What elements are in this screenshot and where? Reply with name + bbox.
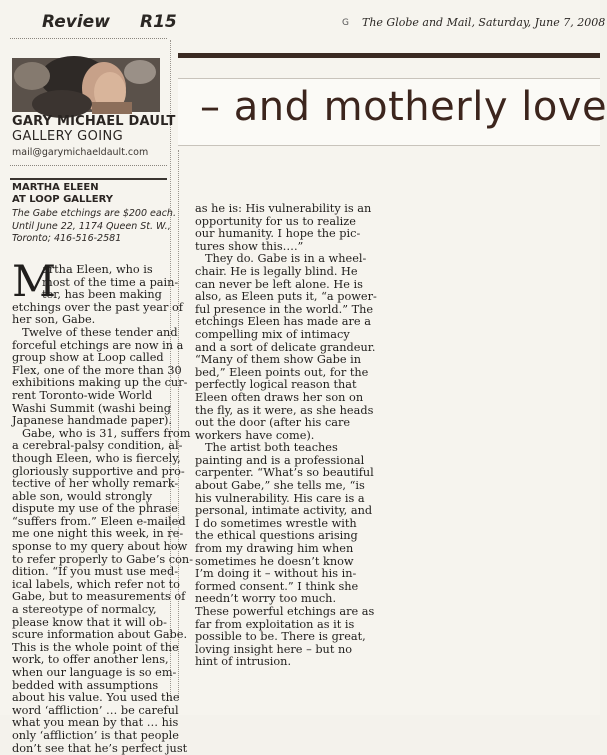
- article-line: painting and is a professional: [195, 453, 365, 467]
- article-line: as he is: His vulnerability is an: [195, 202, 372, 215]
- article-line: please know that it will ob-: [12, 615, 167, 629]
- article-line: his vulnerability. His care is a: [195, 491, 365, 505]
- globe-logo-icon: G: [342, 18, 349, 28]
- article-line: bedded with assumptions: [12, 678, 159, 692]
- article-line: me one night this week, in re-: [12, 527, 184, 541]
- article-line: ful presence in the world.” The: [195, 302, 374, 316]
- article-line: etchings over the past year of: [12, 300, 183, 314]
- review-title: [12, 182, 172, 206]
- portrait-image: [12, 58, 160, 112]
- article-line: word ‘affliction’ … be careful: [12, 703, 179, 717]
- publication-line: The Globe and Mail, Saturday, June 7, 2008: [362, 16, 606, 29]
- review-phone: Toronto; 416-516-2581: [12, 233, 122, 244]
- article-line: compelling mix of intimacy: [195, 327, 350, 341]
- article-line: our humanity. I hope the pic-: [195, 227, 361, 241]
- article-line: personal, intimate activity, and: [195, 504, 373, 518]
- article-line: “suffers from.” Eleen e-mailed: [12, 514, 186, 528]
- article-line: a cerebral-palsy condition, al-: [12, 439, 183, 453]
- header-divider: [10, 38, 167, 39]
- article-line: able son, would strongly: [12, 489, 153, 503]
- review-dates-address: Until June 22, 1174 Queen St. W.,: [12, 220, 171, 232]
- article-line: Japanese handmade paper).: [12, 414, 173, 428]
- article-line: loving insight here – but no: [195, 642, 353, 656]
- article-column-1: [12, 257, 194, 755]
- article-line: when our language is so em-: [12, 666, 177, 679]
- article-line: formed consent.” I think she: [195, 579, 359, 593]
- review-info-rule: [10, 178, 167, 180]
- article-line: tective of her wholly remark-: [12, 477, 179, 491]
- article-line: sometimes he doesn’t know: [195, 554, 354, 568]
- article-line: Gabe, who is 31, suffers from: [22, 426, 191, 440]
- article-line: The artist both teaches: [205, 441, 338, 455]
- article-line: Flex, one of the more than 30: [12, 363, 182, 377]
- article-line: work, to offer another lens,: [12, 653, 169, 667]
- article-line: “Many of them show Gabe in: [195, 353, 361, 367]
- article-line: to refer properly to Gabe’s con-: [12, 552, 194, 566]
- review-price: The Gabe etchings are $200 each.: [12, 208, 176, 219]
- article-line: bed,” Eleen points out, for the: [195, 365, 369, 379]
- drop-cap: M: [12, 257, 57, 307]
- column-name: GALLERY GOING: [12, 129, 124, 144]
- article-line: and a sort of delicate grandeur.: [195, 340, 376, 354]
- article-line: dition. “If you must use med-: [12, 565, 179, 579]
- article-line: don’t see that he’s perfect just: [12, 741, 188, 755]
- article-line: the ethical questions arising: [195, 529, 358, 543]
- article-line: far from exploitation as it is: [195, 617, 355, 631]
- article-line: though Eleen, who is fiercely,: [12, 451, 181, 465]
- article-line: about Gabe,” she tells me, “is: [195, 479, 365, 493]
- article-line: tures show this….”: [195, 239, 304, 253]
- article-line: from my drawing him when: [195, 542, 354, 556]
- article-line: out the door (after his care: [195, 416, 351, 430]
- article-line: etchings Eleen has made are a: [195, 315, 371, 329]
- article-line: dispute my use of the phrase: [12, 502, 178, 516]
- article-line: group show at Loop called: [12, 351, 164, 365]
- article-line: chair. He is legally blind. He: [195, 264, 358, 278]
- headline-top-rule: [178, 53, 600, 58]
- article-line: ical labels, which refer not to: [12, 577, 180, 591]
- article-line: Washi Summit (washi being: [12, 401, 171, 415]
- article-line: carpenter. “What’s so beautiful: [195, 466, 374, 480]
- article-line: can never be left alone. He is: [195, 277, 363, 291]
- article-line: hint of intrusion.: [195, 655, 292, 669]
- article-line: ter, has been making: [42, 288, 162, 302]
- article-line: what you mean by that … his: [12, 716, 179, 730]
- article-line: artha Eleen, who is: [42, 263, 153, 276]
- article-line: scure information about Gabe.: [12, 628, 188, 642]
- article-column-2: [195, 203, 377, 669]
- article-line: Twelve of these tender and: [22, 325, 178, 339]
- artist-name: MARTHA ELEEN: [12, 182, 99, 193]
- article-line: These powerful etchings are as: [195, 605, 375, 618]
- headline: – and motherly love: [200, 84, 607, 130]
- article-line: a stereotype of normalcy,: [12, 603, 157, 617]
- article-line: exhibitions making up the cur-: [12, 376, 188, 390]
- columnist-divider: [10, 165, 167, 166]
- column-divider-inner: [178, 150, 179, 698]
- article-line: opportunity for us to realize: [195, 214, 356, 228]
- article-line: This is the whole point of the: [12, 640, 179, 654]
- article-line: her son, Gabe.: [12, 313, 96, 327]
- article-line: perfectly logical reason that: [195, 378, 357, 392]
- article-line: only ‘affliction’ is that people: [12, 728, 179, 742]
- review-details: [12, 208, 177, 246]
- article-line: I’m doing it – without his in-: [195, 567, 357, 581]
- gallery-name: AT LOOP GALLERY: [12, 194, 114, 205]
- article-line: sponse to my query about how: [12, 540, 188, 554]
- article-line: most of the time a pain-: [42, 275, 179, 289]
- article-line: possible to be. There is great,: [195, 630, 366, 644]
- article-line: also, as Eleen puts it, “a power-: [195, 290, 377, 304]
- article-line: the fly, as it were, as she heads: [195, 403, 374, 417]
- article-line: gloriously supportive and pro-: [12, 464, 185, 478]
- page-number: R15: [140, 12, 177, 32]
- article-line: rent Toronto-wide World: [12, 388, 153, 402]
- article-line: Gabe, but to measurements of: [12, 590, 186, 604]
- article-line: Eleen often draws her son on: [195, 390, 364, 404]
- columnist-photo: [12, 58, 160, 112]
- article-line: forceful etchings are now in a: [12, 338, 184, 352]
- article-line: They do. Gabe is in a wheel-: [205, 252, 367, 266]
- article-line: about his value. You used the: [12, 691, 180, 705]
- article-line: needn’t worry too much.: [195, 592, 337, 606]
- article-line: I do sometimes wrestle with: [195, 516, 357, 530]
- article-line: workers have come).: [195, 428, 315, 442]
- columnist-email: mail@garymichaeldault.com: [12, 147, 149, 158]
- section-label: Review: [42, 12, 110, 32]
- columnist-name: GARY MICHAEL DAULT: [12, 114, 176, 129]
